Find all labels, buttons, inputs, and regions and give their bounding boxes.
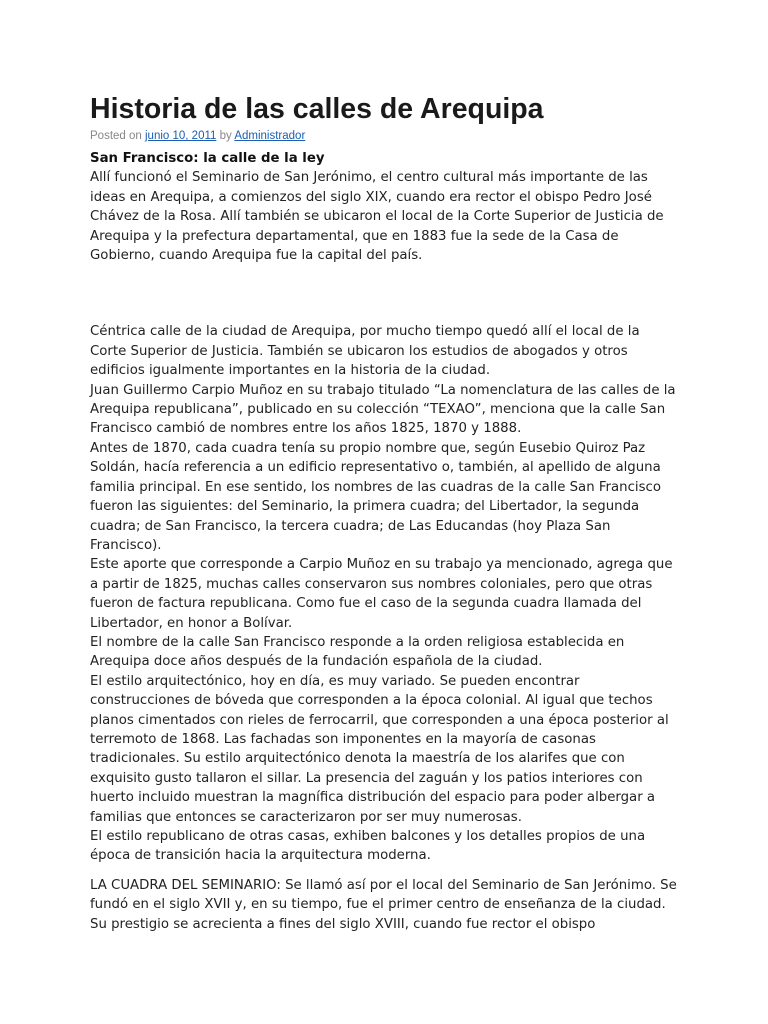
paragraph: Allí funcionó el Seminario de San Jerónimo, el centro cultural más importante de las ideas en Arequipa, a comienzos del siglo XIX, cuando era rector el obispo Pedro José Chávez de la Rosa. Allí también se ubicaron el local de la Corte Superior de Justicia de Arequipa y la prefectura departamental, que en 1883 fue la sede de la Casa de Gobierno, cuando Arequipa fue la capital del país.	[90, 170, 664, 264]
paragraph-spacer	[90, 265, 680, 322]
article-title: Historia de las calles de Arequipa	[90, 93, 544, 125]
paragraph: Céntrica calle de la ciudad de Arequipa, por mucho tiempo quedó allí el local de la Corte Superior de Justicia. También se ubicaron los estudios de abogados y otros edificios igualmente importantes en la historia de la ciudad.	[90, 324, 640, 379]
section-subheading: San Francisco: la calle de la ley	[90, 151, 325, 166]
article-body	[90, 168, 680, 934]
paragraph: Este aporte que corresponde a Carpio Muñoz en su trabajo ya mencionado, agrega que a partir de 1825, muchas calles conservaron sus nombres coloniales, pero que otras fueron de factura republicana. Como fue el caso de la segunda cuadra llamada del Libertador, en honor a Bolívar.	[90, 557, 673, 631]
paragraph: El estilo republicano de otras casas, exhiben balcones y los detalles propios de una época de transición hacia la arquitectura moderna.	[90, 829, 646, 864]
by-label: by	[219, 130, 232, 142]
author-link[interactable]: Administrador	[234, 130, 306, 142]
paragraph-spacer	[90, 866, 680, 876]
posted-on-label: Posted on	[90, 130, 142, 142]
paragraph: Juan Guillermo Carpio Muñoz en su trabajo titulado “La nomenclatura de las calles de la Arequipa republicana”, publicado en su colección “TEXAO”, menciona que la calle San Francisco cambió de nombres entre los años 1825, 1870 y 1888.	[90, 382, 676, 437]
paragraph: LA CUADRA DEL SEMINARIO: Se llamó así por el local del Seminario de San Jerónimo. Se fundó en el siglo XVII y, en su tiempo, fue el primer centro de enseñanza de la ciudad. Su prestigio se acrecienta a fines del siglo XVIII, cuando fue rector el obispo	[90, 877, 677, 932]
paragraph: El nombre de la calle San Francisco responde a la orden religiosa establecida en Arequipa doce años después de la fundación española de la ciudad.	[90, 634, 625, 670]
post-meta	[90, 129, 680, 143]
paragraph: El estilo arquitectónico, hoy en día, es muy variado. Se pueden encontrar construcciones de bóveda que corresponden a la época colonial. Al igual que techos planos cimentados con rieles de ferrocarril, que corresponden a una época posterior al terremoto de 1868. Las fachadas son imponentes en la mayoría de casonas tradicionales. Su estilo arquitectónico denota la maestría de los alarifes que con exquisito gusto tallaron el sillar. La presencia del zaguán y los patios interiores con huerto incluido muestran la magnífica distribución del espacio para poder albergar a familias que entonces se caracterizaron por ser muy numerosas.	[90, 673, 669, 825]
paragraph: Antes de 1870, cada cuadra tenía su propio nombre que, según Eusebio Quiroz Paz Soldán, hacía referencia a un edificio representativo o, también, al apellido de alguna familia principal. En ese sentido, los nombres de las cuadras de la calle San Francisco fueron las siguientes: del Seminario, la primera cuadra; del Libertador, la segunda cuadra; de San Francisco, la tercera cuadra; de Las Educandas (hoy Plaza San Francisco).	[90, 440, 661, 553]
article	[90, 92, 680, 934]
post-date-link[interactable]: junio 10, 2011	[145, 130, 217, 142]
